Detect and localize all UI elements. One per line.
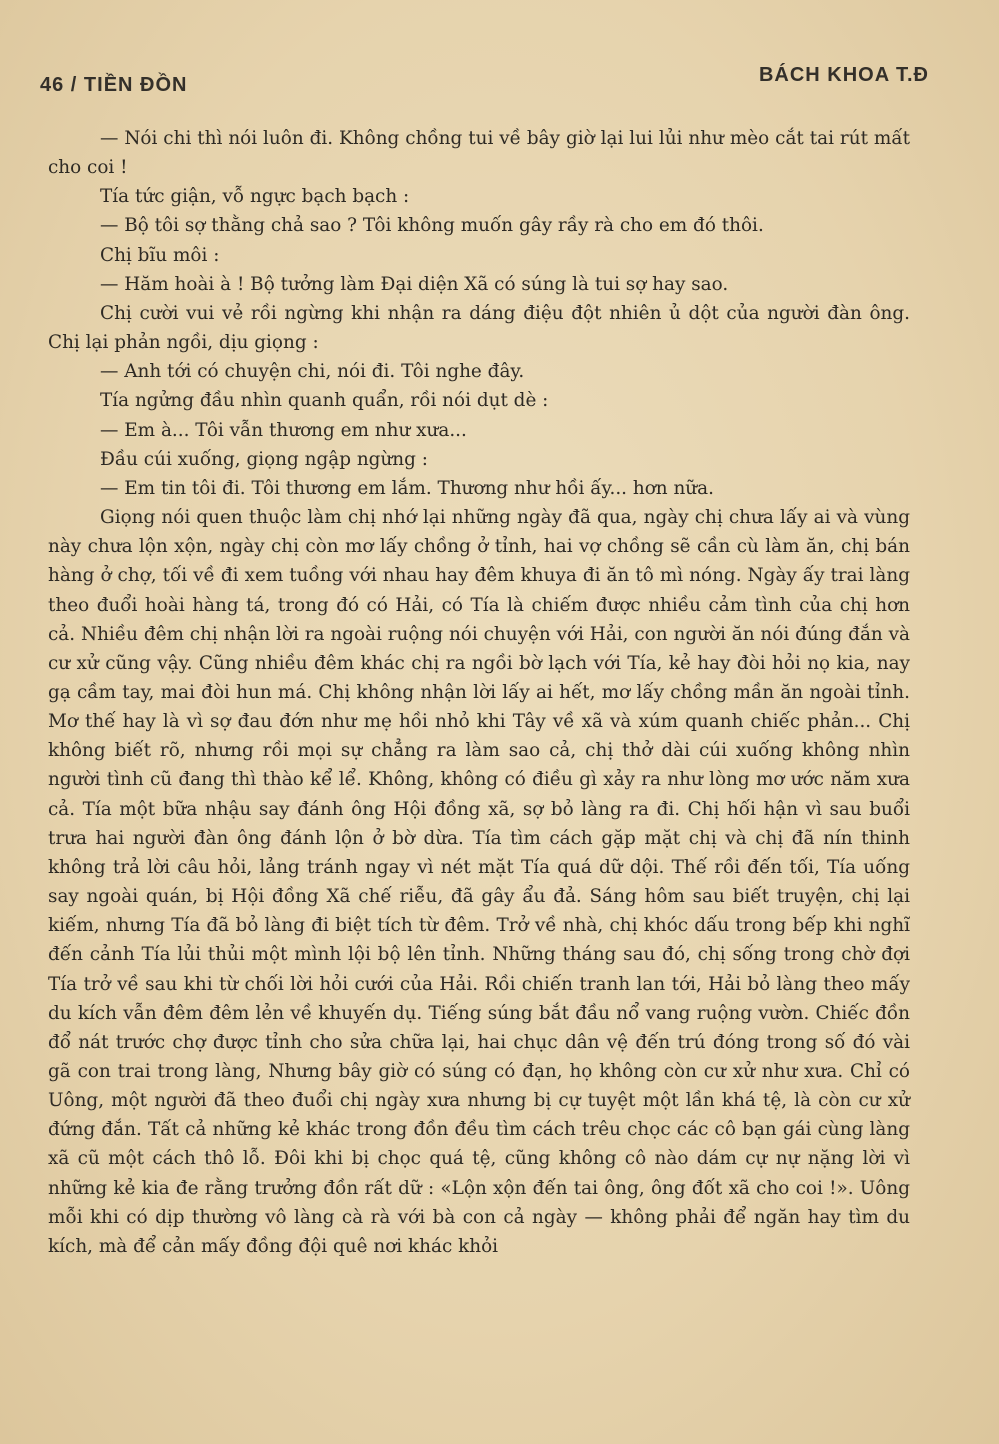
paragraph: — Em tin tôi đi. Tôi thương em lắm. Thương như hồi ấy... hơn nữa. (100, 477, 714, 499)
page-number-section-title: 46 / TIỀN ĐỒN (40, 74, 188, 96)
paragraph: — Anh tới có chuyện chi, nói đi. Tôi nghe đây. (100, 361, 525, 383)
paragraph: — Em à... Tôi vẫn thương em như xưa... (100, 419, 467, 441)
magazine-title: BÁCH KHOA T.Đ (758, 64, 929, 86)
paragraph: — Hăm hoài à ! Bộ tưởng làm Đại diện Xã có súng là tui sợ hay sao. (100, 273, 729, 295)
paragraph: — Nói chi thì nói luôn đi. Không chồng tui về bây giờ lại lui lủi như mèo cắt tai rút mất cho coi ! (48, 128, 910, 179)
paragraph: Tía tức giận, vỗ ngực bạch bạch : (100, 186, 410, 208)
paragraph: — Bộ tôi sợ thằng chả sao ? Tôi không muốn gây rầy rà cho em đó thôi. (100, 215, 764, 237)
paragraph: Chị bĩu môi : (100, 244, 220, 266)
paragraph: Chị cười vui vẻ rồi ngừng khi nhận ra dáng điệu đột nhiên ủ dột của người đàn ông. Chị lại phản ngồi, dịu giọng : (48, 302, 910, 354)
paragraph: Đầu cúi xuống, giọng ngập ngừng : (100, 448, 428, 470)
page-header (40, 64, 929, 100)
paragraph: Giọng nói quen thuộc làm chị nhớ lại những ngày đã qua, ngày chị chưa lấy ai và vùng này chưa lộn xộn, ngày chị còn mơ lấy chồng ở tỉnh, hai vợ chồng sẽ cần cù làm ăn, chị bán hàng ở chợ, tối về đi xem tuồng với nhau hay đêm khuya đi ăn tô mì nóng. Ngày ấy trai làng theo đuổi hoài hàng tá, trong đó có Hải, có Tía là chiếm được nhiều cảm tình của chị hơn cả. Nhiều đêm chị nhận lời ra ngoài ruộng nói chuyện với Hải, con người ăn nói đúng đắn và cư xử cũng vậy. Cũng nhiều đêm khác chị ra ngồi bờ lạch với Tía, kẻ hay đòi hỏi nọ kia, nay gạ cầm tay, mai đòi hun má. Chị không nhận lời lấy ai hết, mơ lấy chồng mần ăn ngoài tỉnh. Mơ thế hay là vì sợ đau đớn như mẹ hồi nhỏ khi Tây về xã và xúm quanh chiếc phản... Chị không biết rõ, nhưng rồi mọi sự chẳng ra làm sao cả, chị thở dài cúi xuống không nhìn người tình cũ đang thì thào kể lể. Không, không có điều gì xảy ra như lòng mơ ước năm xưa cả. Tía một bữa nhậu say đánh ông Hội đồng xã, sợ bỏ làng ra đi. Chị hối hận vì sau buổi trưa hai người đàn ông đánh lộn ở bờ dừa. Tía tìm cách gặp mặt chị và chị đã nín thinh không trả lời câu hỏi, lảng tránh ngay vì nét mặt Tía quá dữ dội. Thế rồi đến tối, Tía uống say ngoài quán, bị Hội đồng Xã chế riễu, đã gây ẩu đả. Sáng hôm sau biết truyện, chị lại kiếm, nhưng Tía đã bỏ làng đi biệt tích từ đêm. Trở về nhà, chị khóc dấu trong bếp khi nghĩ đến cảnh Tía lủi thủi một mình lội bộ lên tỉnh. Những tháng sau đó, chị sống trong chờ đợi Tía trở về sau khi từ chối lời hỏi cưới của Hải. Rồi chiến tranh lan tới, Hải bỏ làng theo mấy du kích vẫn đêm đêm lẻn về khuyến dụ. Tiếng súng bắt đầu nổ vang ruộng vườn. Chiếc đồn đổ nát trước chợ được tỉnh cho sửa chữa lại, hai chục dân vệ đến trú đóng trong số đó vài gã con trai trong làng, Nhưng bây giờ có súng có đạn, họ không còn cư xử như xưa. Chỉ có Uông, một người đã theo đuổi chị ngày xưa nhưng bị cự tuyệt một lần khá tệ, là còn cư xử đứng đắn. Tất cả những kẻ khác trong đồn đều tìm cách trêu chọc các cô bạn gái cùng làng xã cũ một cách thô lỗ. Đôi khi bị chọc quá tệ, cũng không cô nào dám cự nự nặng lời vì những kẻ kia đe rằng trưởng đồn rất dữ : «Lộn xộn đến tai ông, ông đốt xã cho coi !». Uông mỗi khi có dịp thường vô làng cà rà với bà con cả ngày — không phải để ngăn hay tìm du kích, mà để cản mấy đồng đội quê nơi khác khỏi (48, 507, 910, 1257)
paragraph: Tía ngửng đầu nhìn quanh quẩn, rồi nói dụt dè : (100, 390, 549, 412)
article-body (48, 124, 910, 1261)
